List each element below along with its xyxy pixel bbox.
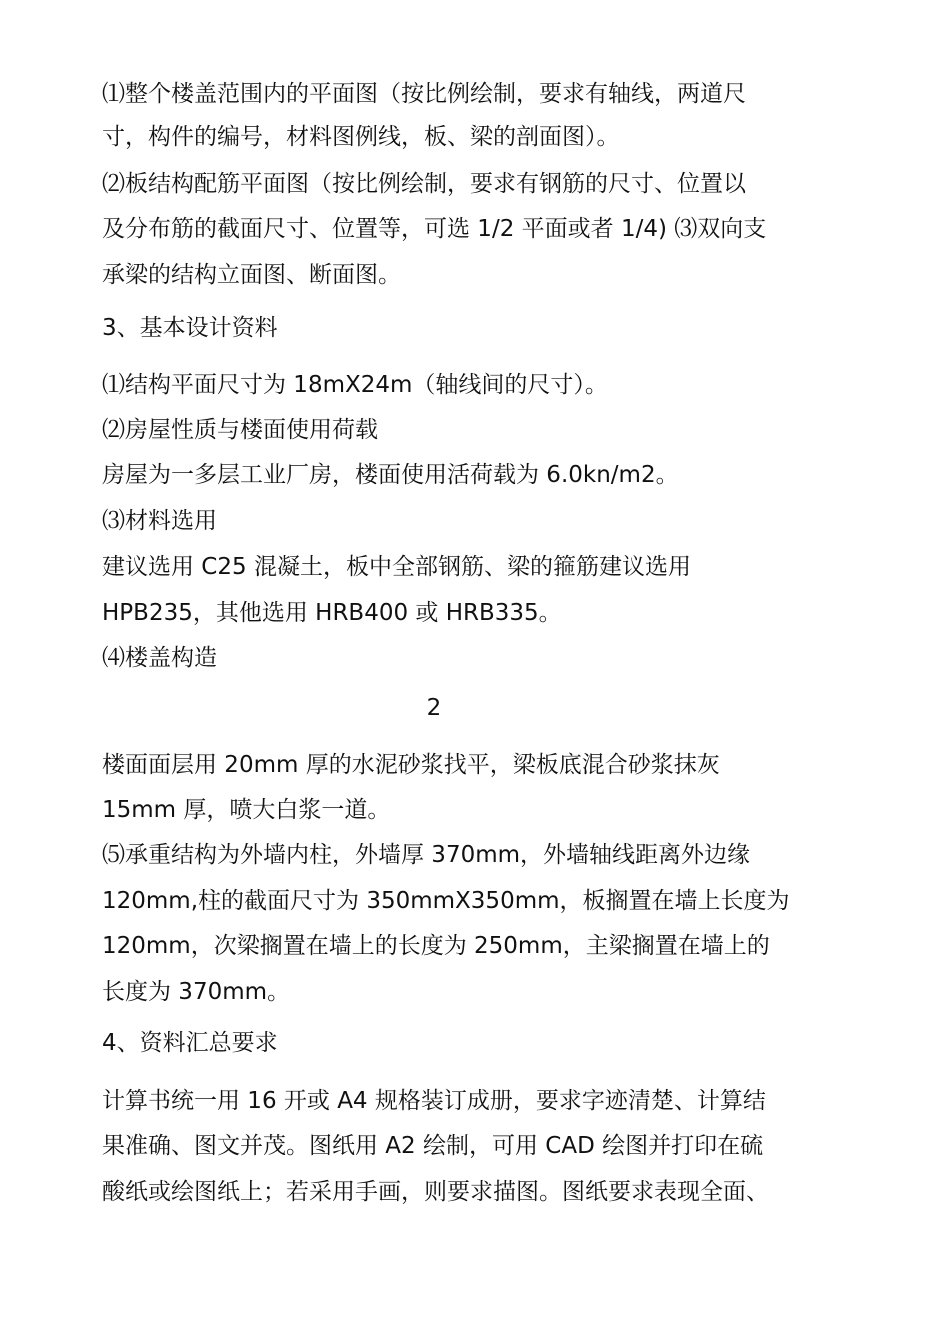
text-line: HPB235，其他选用 HRB400 或 HRB335。 bbox=[102, 600, 562, 626]
page-number: 2 bbox=[426, 695, 442, 721]
text-line: ⑴整个楼盖范围内的平面图（按比例绘制，要求有轴线，两道尺 bbox=[102, 81, 746, 107]
text-line: 楼面面层用 20mm 厚的水泥砂浆找平，梁板底混合砂浆抹灰 bbox=[102, 752, 720, 778]
text-line: 计算书统一用 16 开或 A4 规格装订成册，要求字迹清楚、计算结 bbox=[102, 1088, 766, 1114]
text-line: 15mm 厚，喷大白浆一道。 bbox=[102, 797, 391, 823]
text-line: 承梁的结构立面图、断面图。 bbox=[102, 262, 401, 288]
section-heading: 3、基本设计资料 bbox=[102, 315, 278, 341]
text-line: ⑶材料选用 bbox=[102, 508, 217, 534]
text-line: 建议选用 C25 混凝土，板中全部钢筋、梁的箍筋建议选用 bbox=[102, 554, 691, 580]
text-line: ⑸承重结构为外墙内柱，外墙厚 370mm，外墙轴线距离外边缘 bbox=[102, 842, 751, 868]
text-line: 房屋为一多层工业厂房，楼面使用活荷载为 6.0kn/m2。 bbox=[102, 462, 679, 488]
text-line: ⑴结构平面尺寸为 18mX24m（轴线间的尺寸）。 bbox=[102, 372, 608, 398]
text-line: 长度为 370mm。 bbox=[102, 979, 291, 1005]
text-line: 120mm，次梁搁置在墙上的长度为 250mm，主梁搁置在墙上的 bbox=[102, 933, 770, 959]
text-line: 酸纸或绘图纸上；若采用手画，则要求描图。图纸要求表现全面、 bbox=[102, 1179, 769, 1205]
text-line: ⑵房屋性质与楼面使用荷载 bbox=[102, 417, 378, 443]
text-line: ⑵板结构配筋平面图（按比例绘制，要求有钢筋的尺寸、位置以 bbox=[102, 171, 746, 197]
text-line: 及分布筋的截面尺寸、位置等，可选 1/2 平面或者 1/4) ⑶双向支 bbox=[102, 216, 767, 242]
text-line: 寸，构件的编号，材料图例线，板、梁的剖面图）。 bbox=[102, 124, 620, 150]
section-heading: 4、资料汇总要求 bbox=[102, 1030, 278, 1056]
text-line: ⑷楼盖构造 bbox=[102, 645, 217, 671]
text-line: 果准确、图文并茂。图纸用 A2 绘制，可用 CAD 绘图并打印在硫 bbox=[102, 1133, 764, 1159]
text-line: 120mm,柱的截面尺寸为 350mmX350mm，板搁置在墙上长度为 bbox=[102, 888, 790, 914]
